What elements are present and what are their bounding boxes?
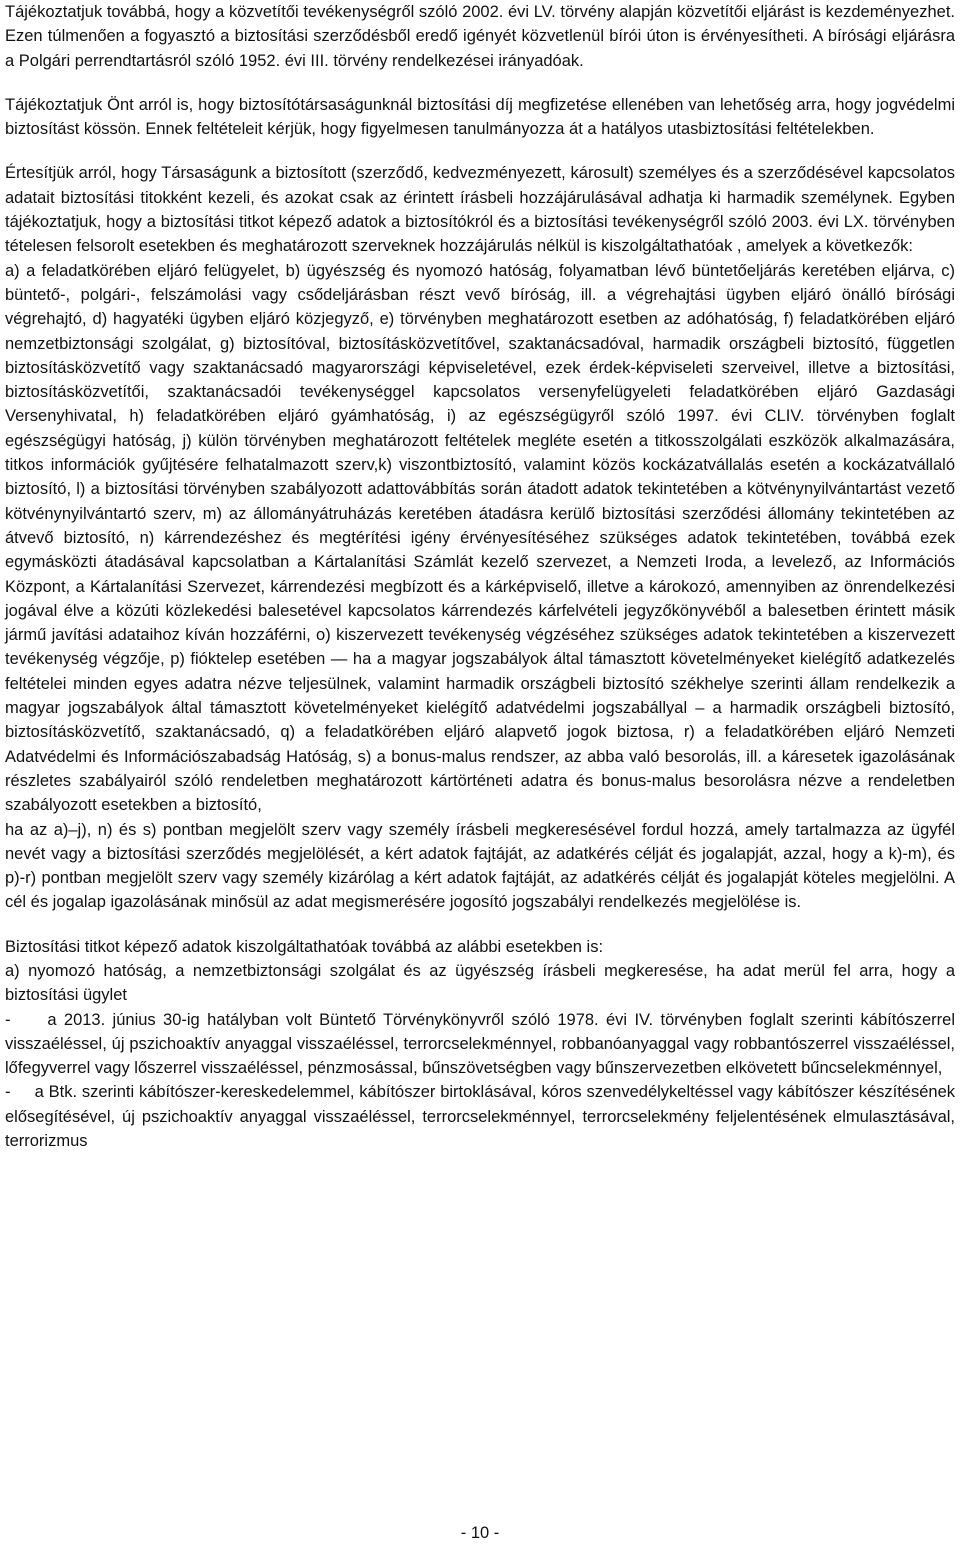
paragraph-dash-item-1: - a 2013. június 30-ig hatályban volt Büntető Törvénykönyvről szóló 1978. évi IV. törvényben foglalt szerinti kábítószerrel visszaéléssel, új pszichoaktív anyaggal visszaéléssel, terrorcselekménnyel, robbanóanyaggal vagy robbantószerrel visszaéléssel, lőfegyverrel vagy lőszerrel visszaéléssel, pénzmosással, bűnszövetségben vagy bűnszervezetben elkövetett bűncselekménnyel, (5, 1010, 960, 1078)
paragraph-legal-protection: Tájékoztatjuk Önt arról is, hogy biztosítótársaságunknál biztosítási díj megfizetése ellenében van lehetőség arra, hogy jogvédelmi biztosítást kössön. Ennek feltételeit kérjük, hogy figyelmesen tanulmányozza át a hatályos utasbiztosítási feltételekben. (5, 95, 955, 139)
paragraph-gap (5, 73, 955, 93)
paragraph-dash-item-2: - a Btk. szerinti kábítószer-kereskedelemmel, kábítószer birtoklásával, kóros szenvedélykeltéssel vagy kábítószer készítésének elősegítésével, új pszichoaktív anyaggal visszaéléssel, terrorcselekménnyel, terrorcselekmény feljelentésének elmulasztásával, terrorizmus (5, 1083, 960, 1151)
paragraph-gap (5, 141, 955, 161)
paragraph-mediation-info: Tájékoztatjuk továbbá, hogy a közvetítői tevékenységről szóló 2002. évi LV. törvény alapján közvetítői eljárást is kezdeményezhet. Ezen túlmenően a fogyasztó a biztosítási szerződésből eredő igényét közvetlenül bírói úton is érvényesítheti. A bírósági eljárásra a Polgári perrendtartásról szóló 1952. évi III. törvény rendelkezései irányadóak. (5, 3, 955, 70)
page-number: - 10 - (460, 1524, 500, 1542)
paragraph-insurance-secret: Értesítjük arról, hogy Társaságunk a biztosított (szerződő, kedvezményezett, károsult) személyes és a szerződésével kapcsolatos adatait biztosítási titokként kezeli, és azokat csak az érintett írásbeli hozzájárulásával adhatja ki harmadik személynek. Egyben tájékoztatjuk, hogy a biztosítási titkot képező adatok a biztosítókról és a biztosítási tevékenységről szóló 2003. évi LX. törvényben tételesen felsorolt esetekben és meghatározott szerveknek hozzájárulás nélkül is kiszolgáltathatóak , amelyek a következők: (5, 164, 955, 256)
paragraph-further-cases-heading: Biztosítási titkot képező adatok kiszolgáltathatóak továbbá az alábbi esetekben is: (5, 937, 604, 956)
paragraph-case-a: a) nyomozó hatóság, a nemzetbiztonsági szolgálat és az ügyészség írásbeli megkeresése, ha adat merül fel arra, hogy a biztosítási ügylet (5, 961, 955, 1005)
paragraph-authorities-list: a) a feladatkörében eljáró felügyelet, b) ügyészség és nyomozó hatóság, folyamatban lévő büntetőeljárás keretében eljárva, c) büntető-, polgári-, felszámolási vagy csődeljárásban részt vevő bíróság, ill. a végrehajtási ügyben eljáró önálló bírósági végrehajtó, d) hagyatéki ügyben eljáró közjegyző, e) törvényben meghatározott esetben az adóhatóság, f) feladatkörében eljáró nemzetbiztonsági szolgálat, g) biztosítóval, biztosításközvetítővel, szaktanácsadóval, harmadik országbeli biztosító, független biztosításközvetítő vagy szaktanácsadó magyarországi képviseletével, ezek érdek-képviseleti szerveivel, illetve a biztosítási, biztosításközvetítői, szaktanácsadói tevékenységgel kapcsolatos versenyfelügyeleti feladatkörében eljáró Gazdasági Versenyhivatal, h) feladatkörében eljáró gyámhatóság, i) az egészségügyről szóló 1997. évi CLIV. törvényben foglalt egészségügyi hatóság, j) külön törvényben meghatározott feltételek megléte esetén a titkosszolgálati eszközök alkalmazására, titkos információk gyűjtésére felhatalmazott szerv,k) viszontbiztosító, valamint közös kockázatvállalás esetén a kockázatvállaló biztosító, l) a biztosítási törvényben szabályozott adattovábbítás során átadott adatok tekintetében a kötvénynyilvántartást vezető kötvénynyilvántartó szerv, m) az állományátruházás keretében átadásra kerülő biztosítási szerződési állomány tekintetében az átvevő biztosító, n) kárrendezéshez és megtérítési igény érvényesítéséhez szükséges adatok tekintetében, továbbá ezek egymásközti átadásával kapcsolatban a Kártalanítási Számlát kezelő szervezet, a Nemzeti Iroda, a levelező, az Információs Központ, a Kártalanítási Szervezet, kárrendezési megbízott és a kárképviselő, illetve a károkozó, amennyiben az önrendelkezési jogával élve a közúti közlekedési balesetével kapcsolatos kárrendezés kárfelvételi jegyzőkönyvéből a balesetben érintett másik jármű javítási adataihoz kíván hozzáférni, o) kiszervezett tevékenység végzéséhez szükséges adatok tekintetében a kiszervezett tevékenység végzője, p) fióktelep esetében — ha a magyar jogszabályok által támasztott követelményeket kielégítő adatkezelés feltételei minden egyes adatra nézve teljesülnek, valamint harmadik országbeli biztosító székhelye szerinti állam rendelkezik a magyar jogszabályok által támasztott követelményeket kielégítő adatvédelmi jogszabállyal – a harmadik országbeli biztosító, biztosításközvetítő, szaktanácsadó, q) a feladatkörében eljáró alapvető jogok biztosa, r) a feladatkörében eljáró Nemzeti Adatvédelmi és Információszabadság Hatóság, s) a bonus-malus rendszer, az abba való besorolás, ill. a káresetek igazolásának részletes szabályairól szóló rendeletben meghatározott kártörténeti adatra és bonus-malus besorolásra nézve a rendeletben szabályozott esetekben a biztosító, (5, 261, 955, 815)
paragraph-request-conditions: ha az a)–j), n) és s) pontban megjelölt szerv vagy személy írásbeli megkeresésével fordul hozzá, amely tartalmazza az ügyfél nevét vagy a biztosítási szerződés megjelölését, a kért adatok fajtáját, az adatkérés célját és jogalapját, azzal, hogy a k)-m), és p)-r) pontban megjelölt szerv vagy személy kizárólag a kért adatok fajtáját, az adatkérés célját és jogalapját köteles megjelölni. A cél és jogalap igazolásának minősül az adat megismerésére jogosító jogszabályi rendelkezés megjelölése is. (5, 820, 955, 912)
paragraph-gap (5, 915, 955, 935)
